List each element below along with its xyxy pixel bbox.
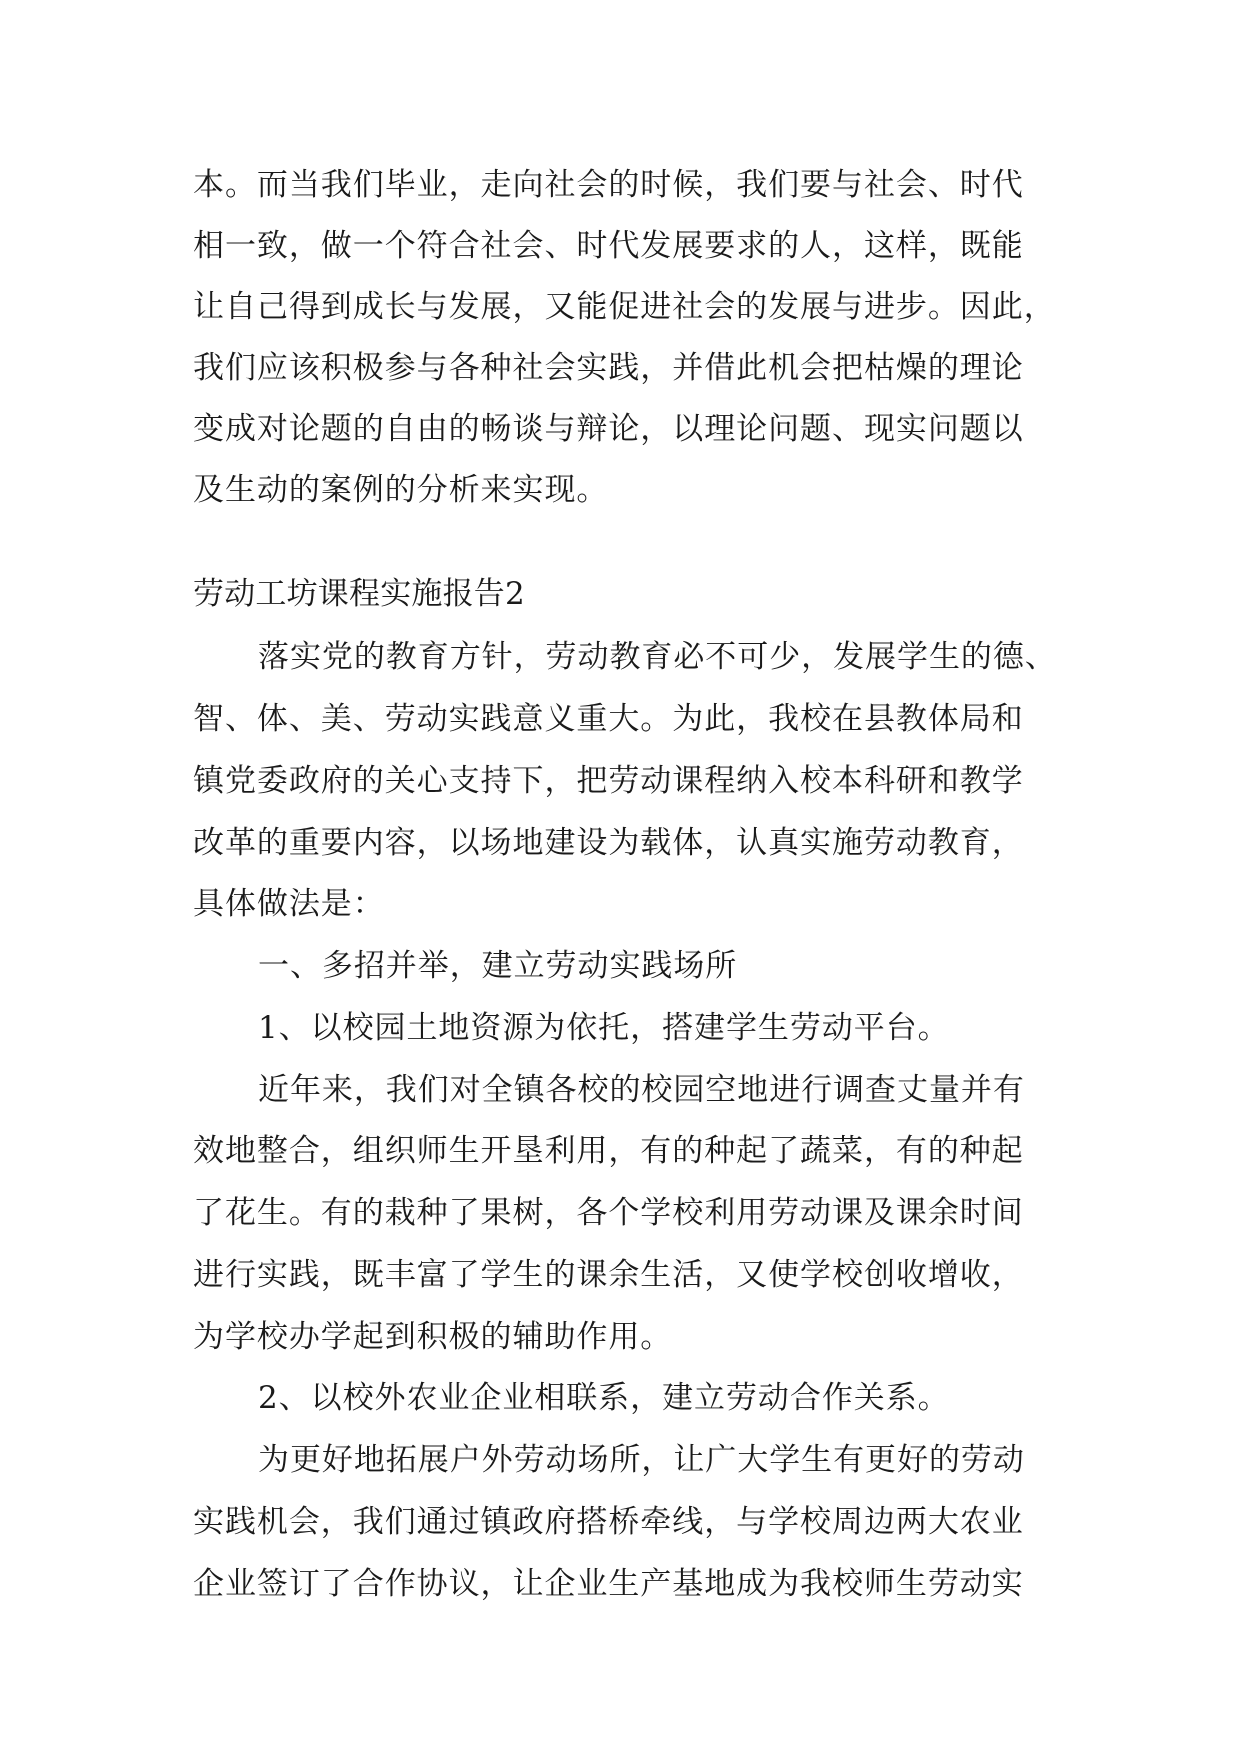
paragraph-line: 近年来，我们对全镇各校的校园空地进行调查丈量并有 (258, 1072, 1025, 1108)
item-2-title: 2、以校外农业企业相联系，建立劳动合作关系。 (258, 1380, 950, 1416)
paragraph-line: 落实党的教育方针，劳动教育必不可少，发展学生的德、 (258, 639, 1057, 675)
paragraph-line: 及生动的案例的分析来实现。 (193, 472, 609, 508)
paragraph-line: 具体做法是： (193, 886, 385, 922)
paragraph-line: 企业签订了合作协议，让企业生产基地成为我校师生劳动实 (193, 1566, 1024, 1602)
paragraph-line: 智、体、美、劳动实践意义重大。为此，我校在县教体局和 (193, 701, 1024, 737)
paragraph-line: 效地整合，组织师生开垦利用，有的种起了蔬菜，有的种起 (193, 1133, 1024, 1169)
paragraph-line: 让自己得到成长与发展，又能促进社会的发展与进步。因此， (193, 289, 1056, 325)
paragraph-line: 变成对论题的自由的畅谈与辩论，以理论问题、现实问题以 (193, 411, 1024, 447)
paragraph-line: 镇党委政府的关心支持下，把劳动课程纳入校本科研和教学 (193, 763, 1024, 799)
paragraph-line: 为更好地拓展户外劳动场所，让广大学生有更好的劳动 (258, 1442, 1025, 1478)
heading-1: 一、多招并举，建立劳动实践场所 (258, 948, 738, 984)
paragraph-line: 为学校办学起到积极的辅助作用。 (193, 1319, 673, 1355)
paragraph-line: 了花生。有的栽种了果树，各个学校利用劳动课及课余时间 (193, 1195, 1024, 1231)
section-title: 劳动工坊课程实施报告2 (193, 576, 525, 612)
paragraph-line: 进行实践，既丰富了学生的课余生活，又使学校创收增收， (193, 1257, 1024, 1293)
paragraph-line: 改革的重要内容，以场地建设为载体，认真实施劳动教育， (193, 825, 1024, 861)
paragraph-line: 本。而当我们毕业，走向社会的时候，我们要与社会、时代 (193, 167, 1024, 203)
paragraph-line: 实践机会，我们通过镇政府搭桥牵线，与学校周边两大农业 (193, 1504, 1024, 1540)
paragraph-line: 我们应该积极参与各种社会实践，并借此机会把枯燥的理论 (193, 350, 1024, 386)
item-1-title: 1、以校园土地资源为依托，搭建学生劳动平台。 (258, 1010, 950, 1046)
paragraph-line: 相一致，做一个符合社会、时代发展要求的人，这样，既能 (193, 228, 1024, 264)
